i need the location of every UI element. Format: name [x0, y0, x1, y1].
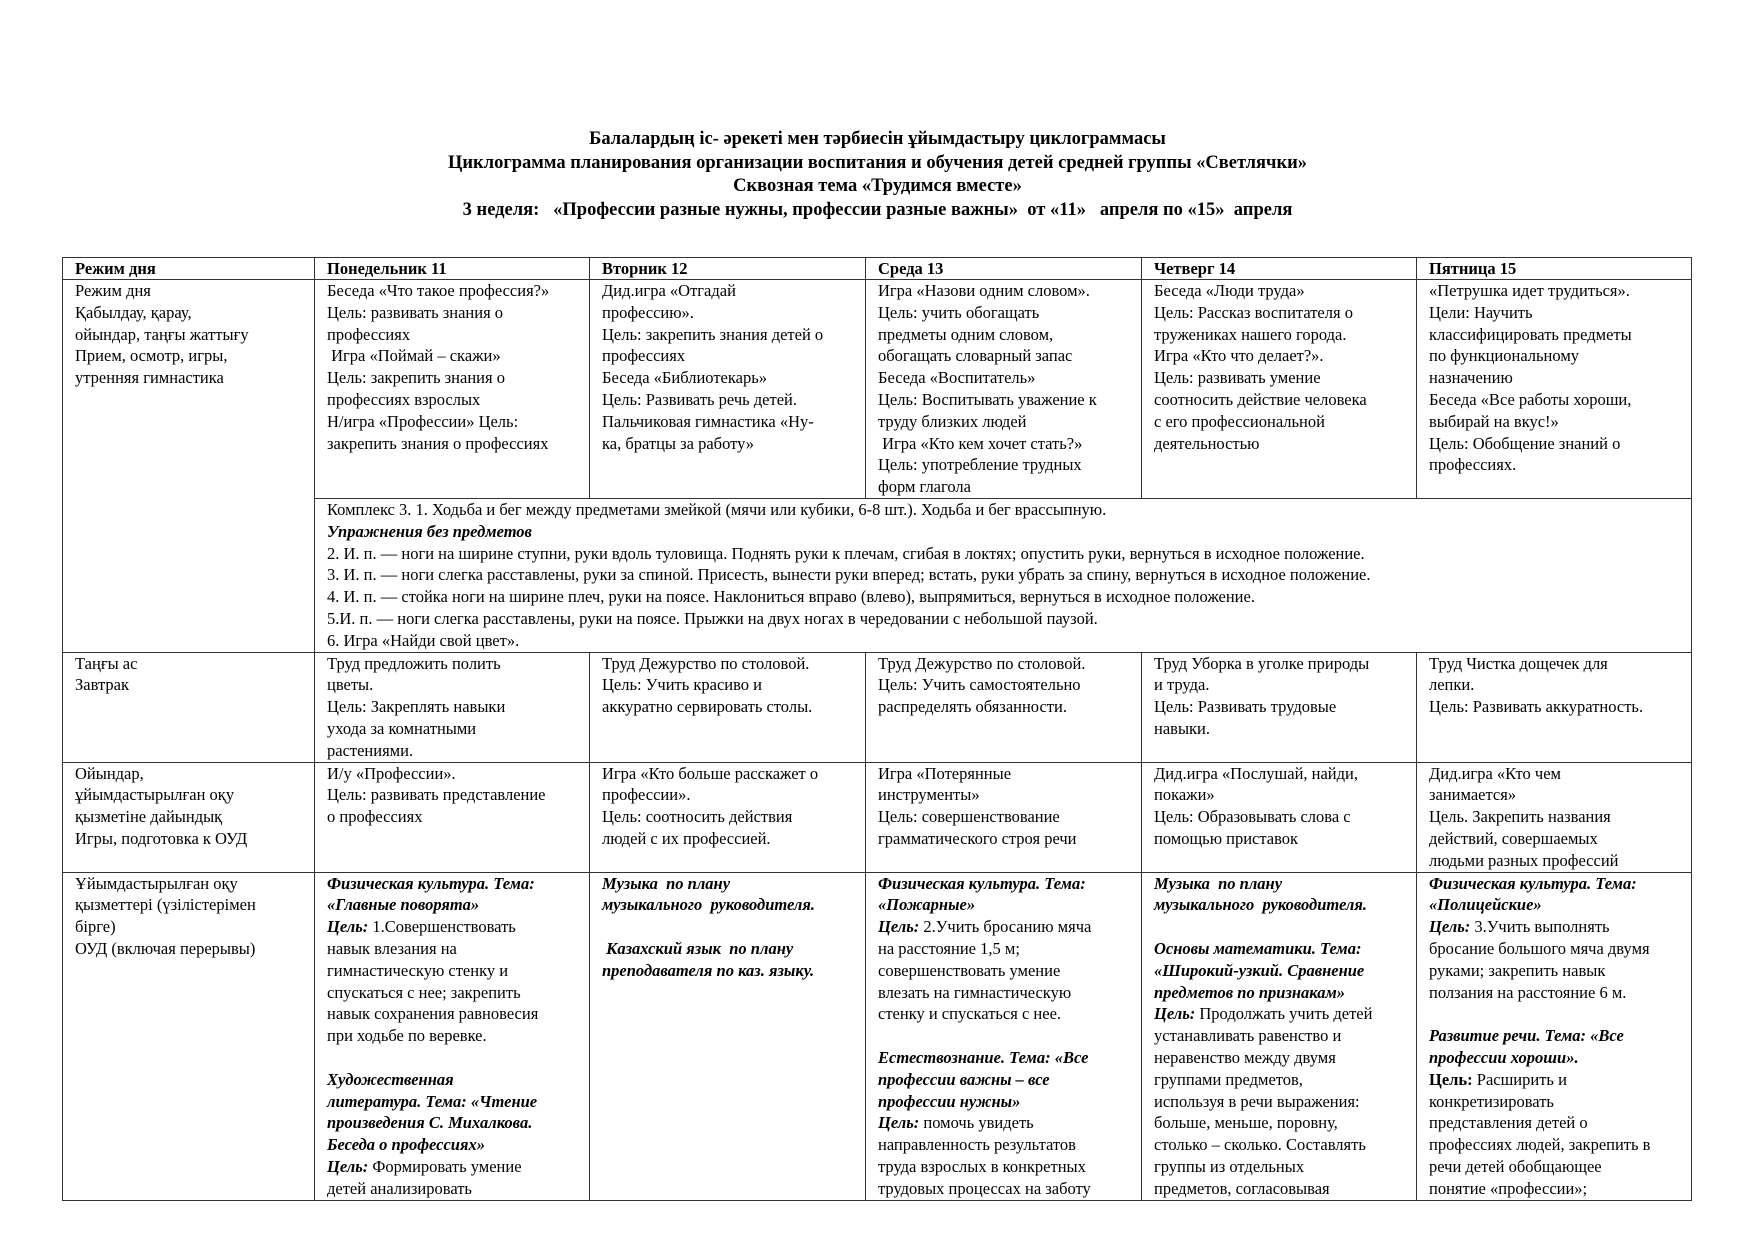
lesson-topic: профессии важны – все — [878, 1069, 1050, 1089]
cell-line: по функциональному — [1429, 346, 1580, 366]
cell-line: распределять обязанности. — [878, 697, 1067, 717]
cell-line: профессию». — [602, 302, 694, 322]
cell-line: занимается» — [1429, 785, 1517, 805]
row-label-line: Режим дня — [75, 281, 151, 300]
lesson-topic: Основы математики. Тема: — [1154, 938, 1362, 958]
gymnastics-exercise: 4. И. п. — стойка ноги на ширине плеч, руки на поясе. Наклониться вправо (влево), выпрямиться, вернуться в исходное положение. — [327, 587, 1255, 607]
cell-monday — [315, 280, 590, 499]
cell-monday — [315, 762, 590, 872]
cell-line: Цель: закрепить знания о — [327, 368, 505, 388]
cell-line: стенку и спускаться с нее. — [878, 1004, 1062, 1024]
column-header: Среда 13 — [866, 258, 1142, 280]
lesson-topic: «Широкий-узкий. Сравнение — [1154, 960, 1365, 980]
cell-line: профессии». — [602, 785, 691, 805]
cell-line: используя в речи выражения: — [1154, 1091, 1360, 1111]
cell-line: труда взрослых в конкретных — [878, 1156, 1086, 1176]
goal-label: Цель: — [1429, 917, 1471, 937]
lesson-topic: профессии хороши». — [1429, 1047, 1579, 1067]
row-label-line: Завтрак — [75, 675, 129, 695]
goal-label: Цель: — [878, 917, 920, 937]
cell-line: Цель: Развивать речь детей. — [602, 389, 797, 409]
gymnastics-exercise: 6. Игра «Найди свой цвет». — [327, 630, 520, 650]
cell-line: руками; закрепить навык — [1429, 960, 1606, 980]
cell-line: Цель: развивать представление — [327, 785, 546, 805]
cell-line: профессиях — [602, 346, 686, 366]
cell-line: профессиях взрослых — [327, 389, 481, 409]
gymnastics-line: Комплекс 3. 1. Ходьба и бег между предметами змейкой (мячи или кубики, 6-8 шт.). Ходьба и бег врассыпную. — [327, 499, 1107, 519]
cell-line: навык сохранения равновесия — [327, 1004, 539, 1024]
cell-line: лепки. — [1429, 675, 1475, 695]
cell-line: Дид.игра «Кто чем — [1429, 763, 1561, 783]
row-label-line: Игры, подготовка к ОУД — [75, 828, 248, 848]
cell-line: Игра «Кто кем хочет стать?» — [878, 433, 1083, 453]
cell-line: инструменты» — [878, 785, 980, 805]
spacer — [602, 916, 853, 938]
cell-line: Труд Дежурство по столовой. — [878, 653, 1086, 673]
cell-line: выбирай на вкус!» — [1429, 411, 1559, 431]
lesson-topic: профессии нужны» — [878, 1091, 1021, 1111]
cell-line: аккуратно сервировать столы. — [602, 697, 813, 717]
cell-line: Цель. Закрепить названия — [1429, 807, 1611, 827]
gymnastics-exercise: 3. И. п. — ноги слегка расставлены, руки за спиной. Присесть, вынести руки вперед; встать, руки убрать за спину, вернуться в исходное положение. — [327, 565, 1371, 585]
cell-tuesday — [590, 872, 866, 1200]
cell-line: совершенствовать умение — [878, 960, 1061, 980]
lesson-goal — [878, 916, 1129, 938]
cell-line: трудовых процессах на заботу — [878, 1178, 1091, 1198]
gymnastics-exercise: 5.И. п. — ноги слегка расставлены, руки на поясе. Прыжки на двух ногах в чередовании с небольшой паузой. — [327, 608, 1098, 628]
cell-line: Цели: Научить — [1429, 302, 1533, 322]
lesson-topic: «Главные поворята» — [327, 895, 480, 915]
cell-line: профессиях — [327, 324, 411, 344]
cell-line: Цель: совершенствование — [878, 807, 1060, 827]
cell-line: при ходьбе по веревке. — [327, 1026, 487, 1046]
cell-line: понятие «профессии»; — [1429, 1178, 1588, 1198]
lesson-topic: преподавателя по каз. языку. — [602, 960, 815, 980]
cell-line: профессиях. — [1429, 455, 1517, 475]
cell-line: действий, совершаемых — [1429, 828, 1598, 848]
row-label-line: Прием, осмотр, игры, — [75, 346, 228, 366]
cell-line: Цель: Воспитывать уважение к — [878, 389, 1097, 409]
row-label-line: ұйымдастырылған оқу — [75, 785, 235, 805]
cell-line: на расстояние 1,5 м; — [878, 938, 1020, 958]
cell-line: классифицировать предметы — [1429, 324, 1632, 344]
cell-thursday — [1142, 280, 1417, 499]
cell-wednesday — [866, 652, 1142, 762]
table-row-reception — [63, 280, 1692, 499]
cell-tuesday — [590, 762, 866, 872]
goal-text: 2.Учить бросанию мяча — [919, 917, 1092, 937]
cell-line: тружениках нашего города. — [1154, 324, 1347, 344]
cell-thursday — [1142, 762, 1417, 872]
cell-line: навык влезания на — [327, 938, 457, 958]
table-row-games — [63, 762, 1692, 872]
column-header: Четверг 14 — [1142, 258, 1417, 280]
lesson-topic: Физическая культура. Тема: — [878, 873, 1086, 893]
lesson-goal — [1429, 916, 1679, 938]
cell-wednesday — [866, 762, 1142, 872]
cell-line: Беседа «Библиотекарь» — [602, 368, 767, 388]
cell-line: предметов, согласовывая — [1154, 1178, 1330, 1198]
cell-line: спускаться с нее; закрепить — [327, 982, 521, 1002]
row-label — [63, 872, 315, 1200]
lesson-goal — [1429, 1069, 1679, 1091]
lesson-topic: Музыка по плану — [602, 873, 731, 893]
row-label-line: Қабылдау, қарау, — [75, 302, 192, 322]
document-header — [0, 128, 1755, 222]
cell-line: Цель: Развивать трудовые — [1154, 697, 1337, 717]
title-russian: Циклограмма планирования организации воспитания и обучения детей средней группы «Светлячки» — [447, 152, 1308, 173]
cell-line: «Петрушка идет трудиться». — [1429, 281, 1630, 300]
gymnastics-exercise: 2. И. п. — ноги на ширине ступни, руки вдоль туловища. Поднять руки к плечам, сгибая в локтях; опустить руки, вернуться в исходное положение. — [327, 543, 1365, 563]
lesson-topic: Естествознание. Тема: «Все — [878, 1047, 1089, 1067]
spacer — [1154, 916, 1404, 938]
cell-line: речи детей обобщающее — [1429, 1156, 1602, 1176]
row-label-line: қызметіне дайындық — [75, 807, 223, 827]
cell-line: покажи» — [1154, 785, 1215, 805]
cell-line: Беседа «Что такое профессия?» — [327, 281, 550, 300]
cross-cutting-theme: Сквозная тема «Трудимся вместе» — [733, 176, 1022, 196]
cell-line: гимнастическую стенку и — [327, 960, 509, 980]
cell-line: конкретизировать — [1429, 1091, 1554, 1111]
lesson-goal — [327, 1156, 577, 1178]
cell-line: Цель: учить обогащать — [878, 302, 1040, 322]
table-row-breakfast — [63, 652, 1692, 762]
week-subtitle: 3 неделя: «Профессии разные нужны, профессии разные важны» от «11» апреля по «15» апреля — [462, 199, 1293, 220]
cell-line: труду близких людей — [878, 411, 1027, 431]
cell-thursday — [1142, 652, 1417, 762]
cell-line: Цель: Развивать аккуратность. — [1429, 697, 1644, 717]
lesson-topic: музыкального руководителя. — [602, 895, 816, 915]
cell-line: Цель: закрепить знания детей о — [602, 324, 824, 344]
cell-line: столько – сколько. Составлять — [1154, 1135, 1366, 1155]
cell-line: Труд Дежурство по столовой. — [602, 653, 810, 673]
spacer — [878, 1025, 1129, 1047]
cell-line: растениями. — [327, 740, 414, 760]
cell-line: Игра «Кто больше расскажет о — [602, 763, 819, 783]
goal-label: Цель: — [1154, 1004, 1196, 1024]
cell-line: грамматического строя речи — [878, 828, 1077, 848]
cell-line: помощью приставок — [1154, 828, 1299, 848]
cell-line: Цель: соотносить действия — [602, 807, 793, 827]
cell-line: детей анализировать — [327, 1178, 472, 1198]
cell-friday — [1417, 280, 1692, 499]
cell-line: Игра «Кто что делает?». — [1154, 346, 1324, 366]
cell-line: ка, братцы за работу» — [602, 433, 755, 453]
cell-line: профессиях людей, закрепить в — [1429, 1135, 1651, 1155]
lesson-topic: Музыка по плану — [1154, 873, 1283, 893]
cell-line: Цель: Учить красиво и — [602, 675, 763, 695]
row-label-line: бірге) — [75, 917, 116, 937]
gymnastics-complex — [315, 498, 1692, 652]
cell-line: Беседа «Воспитатель» — [878, 368, 1036, 388]
cell-line: группы из отдельных — [1154, 1156, 1305, 1176]
cell-line: Беседа «Люди труда» — [1154, 281, 1305, 300]
cyclogram-table — [62, 257, 1692, 1201]
cell-line: Труд Уборка в уголке природы — [1154, 653, 1370, 673]
row-label — [63, 652, 315, 762]
cell-line: ползания на расстояние 6 м. — [1429, 982, 1627, 1002]
lesson-topic: литература. Тема: «Чтение — [327, 1091, 538, 1111]
cell-line: Цель: Образовывать слова с — [1154, 807, 1351, 827]
lesson-topic: Беседа о профессиях» — [327, 1135, 485, 1155]
cell-line: устанавливать равенство и — [1154, 1026, 1342, 1046]
spacer — [327, 1047, 577, 1069]
lesson-topic: Физическая культура. Тема: — [327, 873, 535, 893]
row-label-line: қызметтері (үзілістерімен — [75, 895, 256, 915]
spacer — [1429, 1003, 1679, 1025]
goal-text: Формировать умение — [368, 1156, 522, 1176]
cell-line: представления детей о — [1429, 1113, 1588, 1133]
lesson-topic: Развитие речи. Тема: «Все — [1429, 1026, 1624, 1046]
goal-text: помочь увидеть — [919, 1113, 1034, 1133]
row-label-line: утренняя гимнастика — [75, 368, 224, 388]
cell-wednesday — [866, 872, 1142, 1200]
row-label — [63, 762, 315, 872]
row-label — [63, 280, 315, 653]
cell-line: Игра «Поймай – скажи» — [327, 346, 501, 366]
row-label-line: ойындар, таңғы жаттығу — [75, 324, 249, 344]
cell-tuesday — [590, 652, 866, 762]
cell-line: и труда. — [1154, 675, 1210, 695]
cell-line: Цель: Закреплять навыки — [327, 697, 506, 717]
lesson-topic: Физическая культура. Тема: — [1429, 873, 1637, 893]
goal-label: Цель: — [327, 917, 369, 937]
cell-line: Цель: Рассказ воспитателя о — [1154, 302, 1353, 322]
cell-line: Цель: развивать знания о — [327, 302, 504, 322]
cell-line: Игра «Назови одним словом». — [878, 281, 1090, 300]
cell-line: предметы одним словом, — [878, 324, 1054, 344]
cell-line: Дид.игра «Послушай, найди, — [1154, 763, 1358, 783]
cell-line: влезать на гимнастическую — [878, 982, 1072, 1002]
cell-thursday — [1142, 872, 1417, 1200]
cell-line: И/у «Профессии». — [327, 763, 456, 783]
cell-line: Цель: Обобщение знаний о — [1429, 433, 1621, 453]
column-header: Пятница 15 — [1417, 258, 1692, 280]
lesson-topic: музыкального руководителя. — [1154, 895, 1368, 915]
cell-line: Пальчиковая гимнастика «Ну- — [602, 411, 814, 431]
cell-line: о профессиях — [327, 807, 423, 827]
cell-line: ухода за комнатными — [327, 718, 477, 738]
lesson-goal — [878, 1112, 1129, 1134]
cell-line: Цель: Учить самостоятельно — [878, 675, 1081, 695]
cell-tuesday — [590, 280, 866, 499]
cell-friday — [1417, 652, 1692, 762]
cell-line: закрепить знания о профессиях — [327, 433, 549, 453]
gymnastics-subtitle: Упражнения без предметов — [327, 521, 532, 541]
lesson-goal — [1154, 1003, 1404, 1025]
cell-monday — [315, 652, 590, 762]
goal-label: Цель: — [878, 1113, 920, 1133]
cell-line: обогащать словарный запас — [878, 346, 1073, 366]
column-header: Режим дня — [63, 258, 315, 280]
cell-line: деятельностью — [1154, 433, 1260, 453]
lesson-goal — [327, 916, 577, 938]
cell-line: назначению — [1429, 368, 1513, 388]
column-header: Понедельник 11 — [315, 258, 590, 280]
goal-text: Продолжать учить детей — [1195, 1004, 1373, 1024]
goal-text: Расширить и — [1472, 1069, 1567, 1089]
cell-line: больше, меньше, поровну, — [1154, 1113, 1338, 1133]
row-label-line: Ойындар, — [75, 763, 144, 783]
cell-line: навыки. — [1154, 718, 1211, 738]
cell-line: неравенство между двумя — [1154, 1047, 1336, 1067]
row-label-line: Ұйымдастырылған оқу — [75, 873, 238, 893]
cell-friday — [1417, 762, 1692, 872]
cell-line: Н/игра «Профессии» Цель: — [327, 411, 519, 431]
cell-line: с его профессиональной — [1154, 411, 1325, 431]
goal-label: Цель: — [1429, 1069, 1473, 1089]
row-label-line: Таңғы ас — [75, 653, 138, 673]
cell-line: форм глагола — [878, 477, 971, 497]
table-row-ood — [63, 872, 1692, 1200]
cell-wednesday — [866, 280, 1142, 499]
title-kazakh: Балалардың іс- әрекеті мен тәрбиесін ұйымдастыру циклограммасы — [589, 129, 1166, 149]
cell-monday — [315, 872, 590, 1200]
row-label-line: ОУД (включая перерывы) — [75, 938, 256, 958]
cell-line: Дид.игра «Отгадай — [602, 281, 736, 300]
cell-line: Беседа «Все работы хороши, — [1429, 389, 1632, 409]
cell-friday — [1417, 872, 1692, 1200]
cell-line: Цель: употребление трудных — [878, 455, 1082, 475]
cell-line: людей с их профессией. — [602, 828, 771, 848]
cell-line: Труд предложить полить — [327, 653, 501, 673]
cell-line: Игра «Потерянные — [878, 763, 1012, 783]
cell-line: направленность результатов — [878, 1135, 1076, 1155]
lesson-topic: Художественная — [327, 1069, 454, 1089]
goal-label: Цель: — [327, 1156, 369, 1176]
lesson-topic: «Пожарные» — [878, 895, 976, 915]
table-header-row — [63, 258, 1692, 280]
cell-line: соотносить действие человека — [1154, 389, 1367, 409]
column-header: Вторник 12 — [590, 258, 866, 280]
lesson-topic: произведения С. Михалкова. — [327, 1113, 533, 1133]
lesson-topic: «Полицейские» — [1429, 895, 1542, 915]
cell-line: группами предметов, — [1154, 1069, 1303, 1089]
cell-line: Труд Чистка дощечек для — [1429, 653, 1608, 673]
cell-line: людьми разных профессий — [1429, 850, 1619, 870]
cell-line: бросание большого мяча двумя — [1429, 938, 1650, 958]
lesson-topic: Казахский язык по плану — [602, 938, 794, 958]
lesson-topic: предметов по признакам» — [1154, 982, 1346, 1002]
goal-text: 1.Совершенствовать — [368, 917, 516, 937]
goal-text: 3.Учить выполнять — [1470, 917, 1610, 937]
cell-line: Цель: развивать умение — [1154, 368, 1321, 388]
cell-line: цветы. — [327, 675, 374, 695]
